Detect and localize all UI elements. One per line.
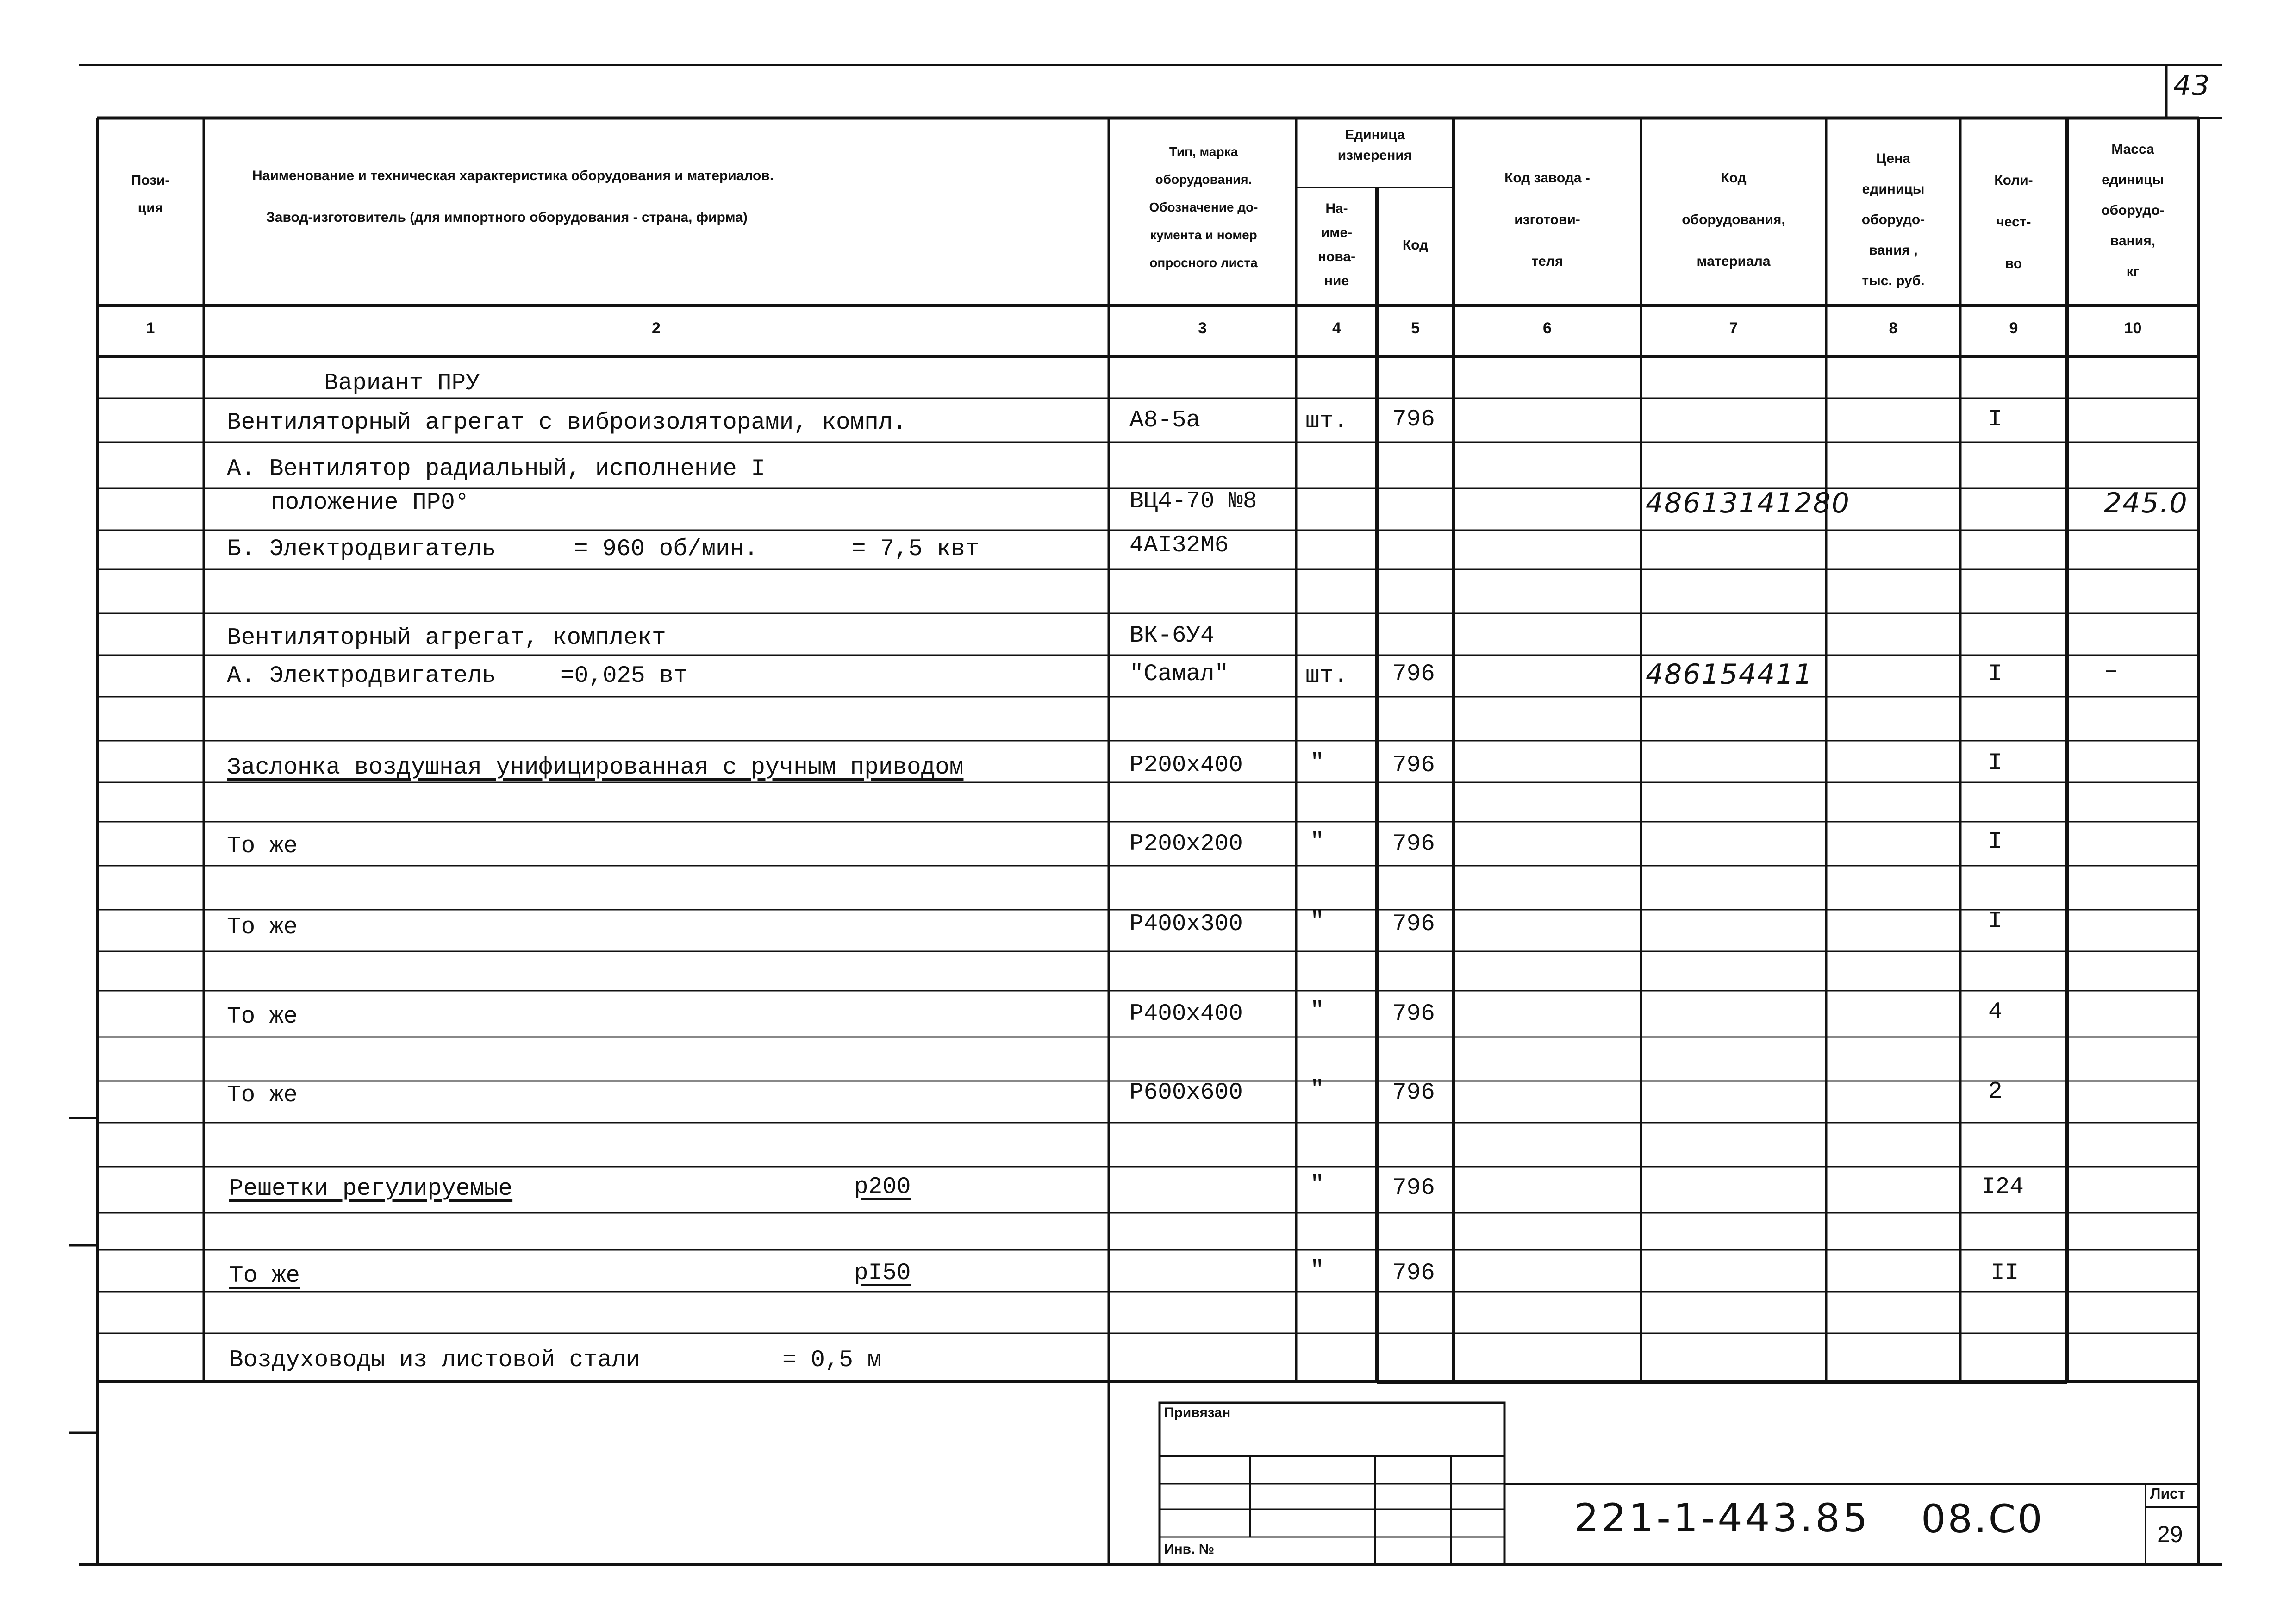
row-name: Вариант ПРУ [324, 370, 480, 397]
row-name: Вентиляторный агрегат, комплект [227, 625, 666, 651]
row-type: Р600х600 [1129, 1080, 1243, 1106]
column-number: 1 [146, 319, 155, 337]
row-name: То же [227, 1004, 298, 1030]
row-name: А. Вентилятор радиальный, исполнение I [227, 456, 765, 482]
row-type: 4АI32М6 [1129, 532, 1229, 559]
row-qty: I [1988, 750, 2003, 776]
row-type: А8-5а [1129, 407, 1201, 434]
row-name-extra: = 7,5 квт [852, 536, 980, 562]
row-qty: II [1990, 1260, 2019, 1287]
row-name-extra: =0,025 вт [560, 663, 688, 689]
row-code: 796 [1392, 752, 1435, 779]
header-unit-price: Цена единицы оборудо- вания , тыс. руб. [1861, 151, 1925, 288]
sheet-corner-number: 43 [2173, 69, 2211, 102]
header-unit-group: Единица измерения [1337, 127, 1412, 163]
row-type: Р200х400 [1129, 752, 1243, 779]
row-type: Р400х400 [1129, 1001, 1243, 1027]
row-mass: – [2104, 658, 2118, 685]
row-qty: I [1988, 829, 2003, 855]
row-type: Р200х200 [1129, 831, 1243, 857]
row-name: То же [227, 914, 298, 941]
row-code: 796 [1392, 661, 1435, 687]
row-unit: " [1310, 829, 1324, 855]
bound-label: Привязан [1164, 1405, 1231, 1420]
column-number: 3 [1198, 319, 1207, 337]
row-name: Б. Электродвигатель [227, 536, 496, 562]
row-name-extra: = 0,5 м [782, 1347, 882, 1374]
row-type: Р400х300 [1129, 911, 1243, 937]
column-number: 9 [2009, 319, 2018, 337]
row-unit: " [1310, 908, 1324, 935]
row-unit: " [1310, 750, 1324, 776]
column-number: 10 [2124, 319, 2142, 337]
inventory-number-label: Инв. № [1164, 1542, 1215, 1557]
header-position: Пози- ция [131, 173, 170, 216]
sheet-number: 29 [2157, 1521, 2183, 1547]
row-equipment-code: 48613141280 [1646, 487, 1850, 519]
row-name: положение ПР0° [271, 490, 469, 516]
row-name: То же [227, 833, 298, 860]
header-type: Тип, марка оборудования. Обозначение до- кумента и номер опросного листа [1149, 144, 1258, 270]
row-equipment-code: 486154411 [1646, 658, 1813, 691]
row-code: 796 [1392, 1001, 1435, 1027]
column-number: 6 [1543, 319, 1552, 337]
row-unit: " [1310, 1172, 1324, 1199]
header-unit-mass: Масса единицы оборудо- вания, кг [2101, 142, 2165, 279]
column-number: 4 [1332, 319, 1341, 337]
header-factory-code: Код завода - изготови- теля [1504, 170, 1590, 269]
header-name: Наименование и техническая характеристика оборудования и материалов. Завод-изготовитель (для импортного оборудования - страна, фирма) [252, 168, 774, 225]
row-qty: 2 [1988, 1079, 2003, 1105]
row-name-extra: = 960 об/мин. [574, 536, 758, 562]
row-name: То же [229, 1263, 300, 1289]
row-type: "Самал" [1129, 661, 1229, 687]
row-qty: I [1988, 661, 2003, 687]
row-name-extra: рI50 [854, 1260, 911, 1287]
row-code: 796 [1392, 1175, 1435, 1201]
row-qty: 4 [1988, 999, 2003, 1025]
row-name: То же [227, 1082, 298, 1109]
column-number: 8 [1889, 319, 1898, 337]
row-name-extra: р200 [854, 1174, 911, 1200]
column-number: 2 [652, 319, 661, 337]
row-name: Вентиляторный агрегат с виброизоляторами, компл. [227, 410, 907, 436]
row-code: 796 [1392, 1080, 1435, 1106]
header-unit-code: Код [1402, 237, 1429, 253]
row-type: ВЦ4-70 №8 [1129, 488, 1257, 515]
row-unit: шт. [1305, 663, 1348, 689]
row-name: Воздуховоды из листовой стали [229, 1347, 640, 1374]
column-number: 7 [1729, 319, 1738, 337]
sheet-label: Лист [2150, 1485, 2185, 1502]
row-unit: " [1310, 998, 1324, 1024]
row-mass: 245.0 [2104, 487, 2188, 519]
row-type: ВК-6У4 [1129, 623, 1215, 649]
row-qty: I24 [1981, 1174, 2024, 1200]
document-suffix: 08.С0 [1921, 1496, 2044, 1542]
row-unit: " [1310, 1077, 1324, 1103]
row-name: А. Электродвигатель [227, 663, 496, 689]
row-name: Заслонка воздушная унифицированная с ручным приводом [227, 755, 964, 781]
row-qty: I [1988, 406, 2003, 433]
row-code: 796 [1392, 1260, 1435, 1287]
header-quantity: Коли- чест- во [1994, 173, 2033, 271]
row-code: 796 [1392, 406, 1435, 433]
row-unit: " [1310, 1257, 1324, 1284]
row-code: 796 [1392, 911, 1435, 937]
row-name: Решетки регулируемые [229, 1176, 513, 1202]
row-code: 796 [1392, 831, 1435, 857]
row-qty: I [1988, 908, 2003, 935]
header-unit-name: На- име- нова- ние [1317, 201, 1356, 288]
document-number: 221-1-443.85 [1574, 1495, 1871, 1541]
header-equipment-code: Код оборудования, материала [1682, 170, 1785, 269]
row-unit: шт. [1305, 408, 1348, 435]
column-number: 5 [1411, 319, 1420, 337]
